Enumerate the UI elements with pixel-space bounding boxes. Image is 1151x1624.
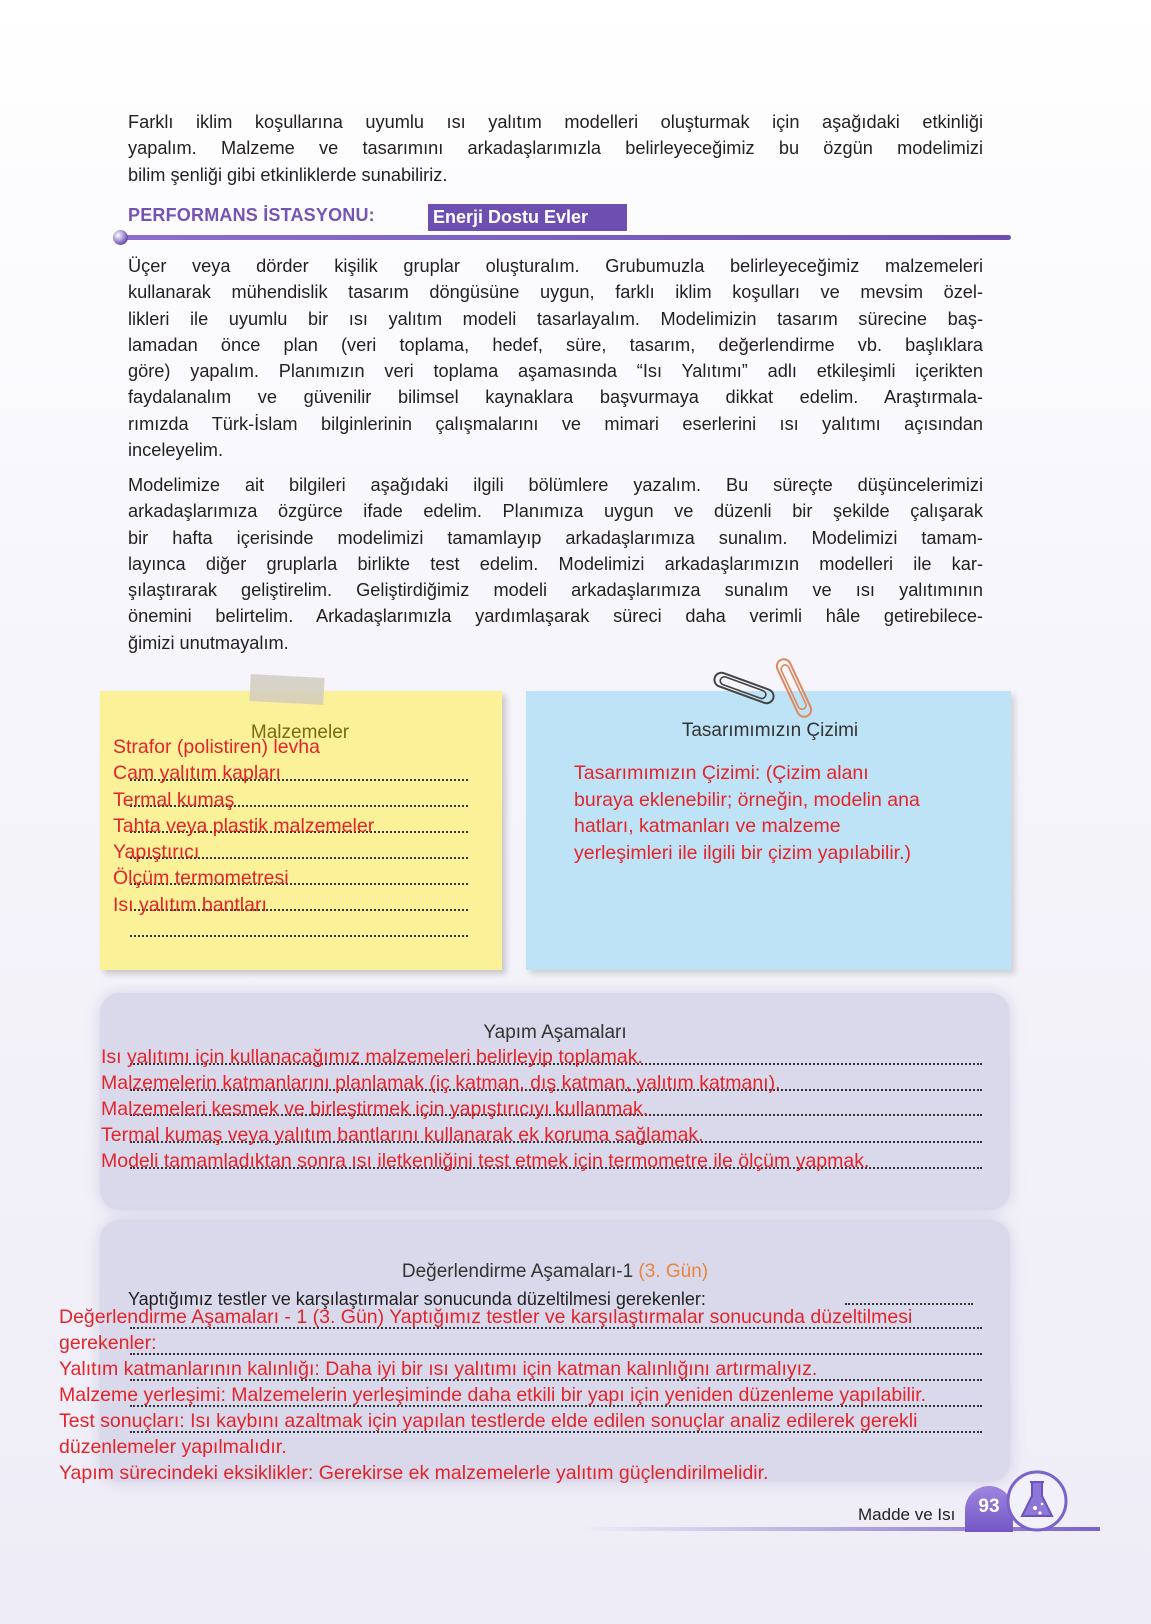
answer-line: Yapıştırıcı [113,841,200,864]
paragraph-line: likleri ile uyumlu bir ısı yalıtım modeli tasarlayalım. Modelimizin tasarım sürecine baş- [128,308,983,329]
evaluation-prompt-text: Yaptığımız testler ve karşılaştırmalar sonucunda düzeltilmesi gerekenler: [128,1289,706,1309]
answer-line: yerleşimleri ile ilgili bir çizim yapılabilir.) [574,841,911,864]
activity-title-tag: Enerji Dostu Evler [428,204,627,231]
answer-line: Malzemeleri kesmek ve birleştirmek için yapıştırıcıyı kullanmak. [101,1098,649,1120]
materials-title: Malzemeler [250,722,350,743]
paragraph-line: lamadan önce plan (veri toplama, hedef, süre, tasarım, değerlendirme vb. başlıklara [128,334,983,355]
divider-bullet-icon [113,230,128,245]
intro-paragraph [128,109,983,188]
answer-line: düzenlemeler yapılmalıdır. [59,1436,287,1458]
section-heading: PERFORMANS İSTASYONU: [128,205,375,225]
answer-line: Malzemelerin katmanlarını planlamak (iç katman, dış katman, yalıtım katmanı). [101,1072,781,1094]
instructions-paragraph-1 [128,253,983,463]
evaluation-answer[interactable] [59,1304,926,1486]
answer-line: Termal kumaş [113,788,235,811]
paragraph-line: ğimizi unutmayalım. [128,632,289,653]
answer-line: Yapım sürecindeki eksiklikler: Gerekirse ek malzemelerle yalıtım güçlendirilmelidir. [59,1462,769,1484]
paragraph-line: arkadaşlarımıza özgürce ifade edelim. Planımıza uygun ve düzenli bir şekilde çalışarak [128,501,983,522]
answer-line: Cam yalıtım kapları [113,762,281,785]
answer-line: Tasarımımızın Çizimi: (Çizim alanı [574,762,869,784]
answer-line: Strafor (polistiren) levha [113,736,320,758]
evaluation-title-text: Değerlendirme Aşamaları-1 [401,1261,634,1282]
drawing-title: Tasarımımızın Çizimi [681,720,859,741]
paperclip-icon [705,655,825,725]
instructions-paragraph-2 [128,472,983,656]
answer-line: Isı yalıtımı için kullanacağımız malzemeleri belirleyip toplamak. [101,1046,643,1068]
answer-line: Tahta veya plastik malzemeler [113,814,375,837]
answer-line: Yalıtım katmanlarının kalınlığı: Daha iyi bir ısı yalıtımı için katman kalınlığını artırmalıyız. [59,1358,818,1380]
heading-divider [120,235,1011,240]
answer-line: Malzeme yerleşimi: Malzemelerin yerleşiminde daha etkili bir yapı için yeniden düzenleme yapılabilir. [59,1384,927,1406]
answer-line: hatları, katmanları ve malzeme [574,815,841,837]
paragraph-line: faydalanalım ve güvenilir bilimsel kaynaklara başvurmaya dikkat edelim. Araştırmala- [128,387,983,408]
paragraph-line: göre) yapalım. Planımızın veri toplama aşamasında “Isı Yalıtımı” adlı etkileşimli içerikten [128,361,983,382]
construction-title: Yapım Aşamaları [483,1022,627,1043]
answer-line: Termal kumaş veya yalıtım bantlarını kullanarak ek koruma sağlamak. [101,1124,704,1146]
construction-answer[interactable] [101,1044,869,1174]
materials-answer[interactable] [113,734,374,918]
paragraph-line: inceleyelim. [128,440,224,461]
paragraph-line: rımızda Türk-İslam bilginlerinin çalışmalarını ve mimari eserlerini ısı yalıtımı açısından [128,413,983,434]
paragraph-line: Farklı iklim koşullarına uyumlu ısı yalıtım modelleri oluşturmak için aşağıdaki etkinliği [128,112,983,132]
paragraph-line: önemini belirtelim. Arkadaşlarımızla yardımlaşarak süreci daha verimli hâle getirebilece- [128,606,983,627]
evaluation-day: (3. Gün) [638,1261,709,1282]
answer-line: Ölçüm termometresi [113,867,289,890]
answer-line: Modeli tamamladıktan sonra ısı iletkenliğini test etmek için termometre ile ölçüm yapmak. [101,1150,870,1172]
page-number: 93 [965,1486,1013,1532]
paragraph-line: Modelimize ait bilgileri aşağıdaki ilgili bölümlere yazalım. Bu süreçte düşüncelerimizi [128,475,983,495]
paragraph-line: kullanarak mühendislik tasarım döngüsüne uygun, farklı iklim koşulları ve mevsim özel- [128,282,983,303]
paragraph-line: yapalım. Malzeme ve tasarımını arkadaşlarımızla belirleyeceğimiz bu özgün modelimizi [128,138,983,159]
flask-icon [1004,1468,1070,1534]
paragraph-line: layınca diğer gruplarla birlikte test edelim. Modelimizi arkadaşlarımızın modelleri ile kar- [128,553,983,574]
tape-icon [249,674,324,705]
answer-line: Test sonuçları: Isı kaybını azaltmak için yapılan testlerde elde edilen sonuçlar analiz edilerek gerekli [59,1410,918,1432]
paragraph-line: Üçer veya dörder kişilik gruplar oluşturalım. Grubumuzla belirleyeceğimiz malzemeleri [128,256,983,276]
answer-line: buraya eklenebilir; örneğin, modelin ana [574,788,920,811]
paragraph-line: şılaştırarak geliştirelim. Geliştirdiğimiz modeli arkadaşlarımıza sunalım ve ısı yalıtımının [128,580,983,601]
dotted-answer-line [130,935,468,937]
paragraph-line: bilim şenliği gibi etkinliklerde sunabiliriz. [128,164,448,185]
answer-line: Değerlendirme Aşamaları - 1 (3. Gün) Yaptığımız testler ve karşılaştırmalar sonucunda düzeltilmesi [59,1306,913,1328]
drawing-answer[interactable] [574,760,920,866]
footer-section-name: Madde ve Isı [858,1505,956,1524]
answer-line: Isı yalıtım bantları [113,893,267,916]
answer-line: gerekenler: [59,1332,157,1354]
paragraph-line: bir hafta içerisinde modelimizi tamamlayıp arkadaşlarımıza sunalım. Modelimizi tamam- [128,527,983,548]
evaluation-title [300,1261,810,1283]
